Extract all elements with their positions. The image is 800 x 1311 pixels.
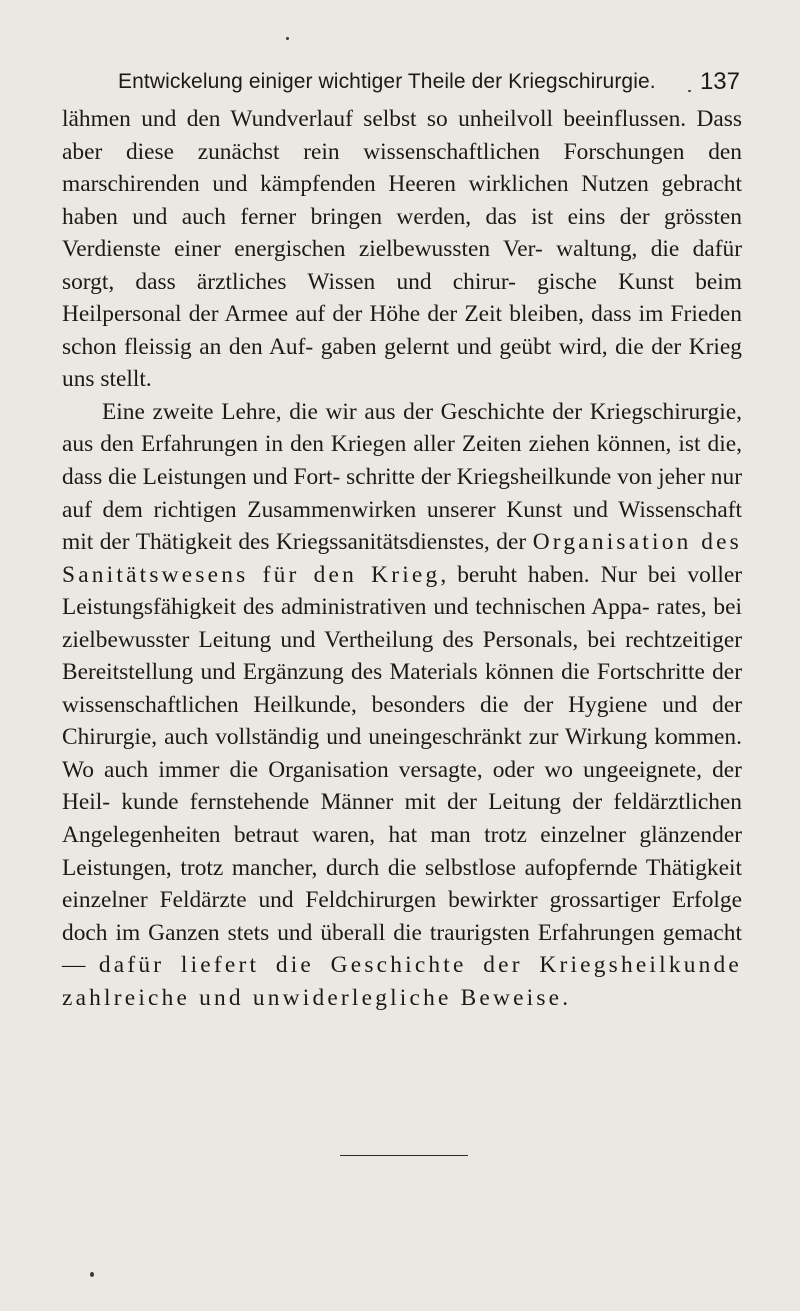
- text-line: gaben gelernt und geübt wird, die der Krieg uns stellt.: [62, 333, 742, 393]
- text-line: bewirkter grossartiger Erfolge doch im Ganzen stets und: [62, 887, 742, 946]
- text-line: gebracht haben und auch ferner bringen werden, das ist eins: [62, 171, 742, 230]
- paragraph-1: [62, 103, 742, 396]
- body-text: [62, 103, 742, 1014]
- page-speck: [286, 37, 289, 40]
- text-line: Angelegenheiten betraut waren, hat man trotz einzelner: [62, 822, 627, 849]
- page-header: [118, 70, 740, 104]
- text-line: und uneingeschränkt zur Wirkung kommen. Wo auch immer: [62, 724, 742, 783]
- text-line: , beruht haben. Nur bei voller: [440, 561, 742, 588]
- text-line: bei rechtzeitiger Bereitstellung und Ergänzung des Materials: [62, 626, 742, 686]
- text-line: den marschirenden und kämpfenden Heeren wirklichen Nutzen: [62, 138, 742, 198]
- text-line: der Zeit bleiben, dass im Frieden schon fleissig an den Auf-: [62, 301, 742, 360]
- text-line: glänzender Leistungen, trotz mancher, durch die selbstlose: [62, 822, 742, 881]
- text-line: gische Kunst beim Heilpersonal der Armee auf der Höhe: [62, 268, 742, 328]
- text-line: aufopfernde Thätigkeit einzelner Feldärzte und Feldchirurgen: [62, 854, 742, 914]
- text-line: die Organisation versagte, oder wo ungeeignete, der Heil-: [62, 756, 742, 816]
- text-line: Kriegschirurgie, aus den Erfahrungen in den Kriegen aller: [62, 398, 742, 458]
- text-line: Zeiten ziehen können, ist die, dass die Leistungen und Fort-: [62, 431, 742, 491]
- page-speck: [688, 90, 691, 92]
- text-line: Leistungsfähigkeit des administrativen und technischen Appa-: [62, 594, 650, 621]
- paragraph-2: [62, 396, 742, 1014]
- text-line: Thätigkeit des Kriegssanitätsdienstes, der: [135, 529, 527, 556]
- spaced-emphasis: dafür liefert die Geschichte der Kriegsheilkunde zahlreiche und unwiderlegliche Beweise.: [62, 952, 742, 1011]
- text-line: können die Fortschritte der wissenschaftlichen Heilkunde,: [62, 659, 742, 718]
- spaced-emphasis: Organisation des Sanitätswesens für den Krieg: [62, 529, 742, 588]
- text-line: der grössten Verdienste einer energischen zielbewussten Ver-: [62, 203, 742, 263]
- text-line: überall die traurigsten Erfahrungen gemacht —: [62, 919, 743, 979]
- text-line: Zusammenwirken unserer Kunst und Wissenschaft mit der: [62, 496, 742, 556]
- text-line: rates, bei zielbewusster Leitung und Vertheilung des Personals,: [62, 594, 742, 653]
- running-head: Entwickelung einiger wichtiger Theile der Kriegschirurgie.: [118, 70, 656, 93]
- text-line: Eine zweite Lehre, die wir aus der Geschichte der: [102, 398, 583, 425]
- text-line: lähmen und den Wundverlauf selbst so unheilvoll beeinflussen.: [62, 106, 687, 132]
- text-line: Dass aber diese zunächst rein wissenschaftlichen Forschungen: [62, 106, 742, 165]
- page-number: 137: [699, 68, 740, 95]
- text-line: besonders die der Hygiene und der Chirurgie, auch vollständig: [62, 691, 742, 751]
- text-line: waltung, die dafür sorgt, dass ärztliches Wissen und chirur-: [62, 236, 743, 295]
- end-rule: [340, 1155, 468, 1156]
- text-line: schritte der Kriegsheilkunde von jeher nur auf dem richtigen: [62, 464, 742, 523]
- text-line: kunde fernstehende Männer mit der Leitung der feldärztlichen: [121, 789, 742, 816]
- page-speck: [90, 1272, 94, 1277]
